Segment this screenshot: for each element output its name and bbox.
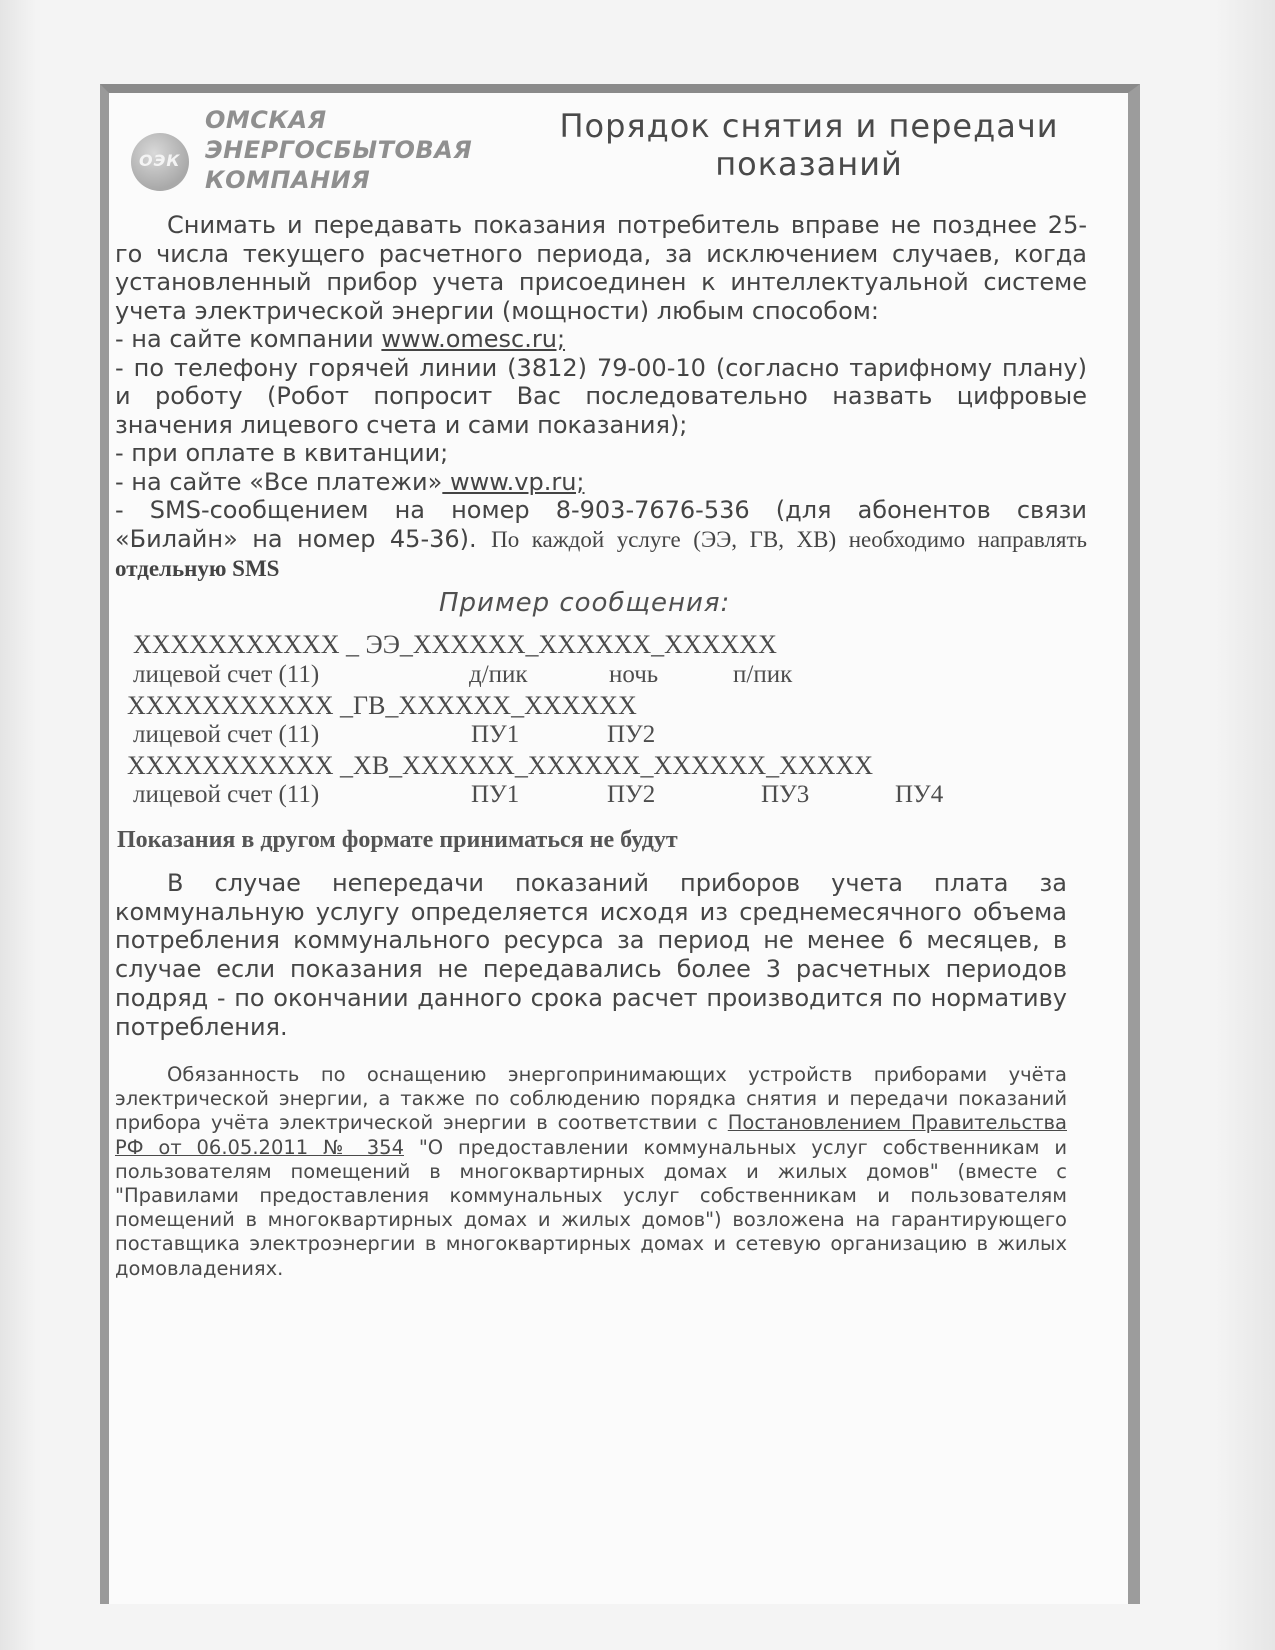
method-vp-prefix: - на сайте «Все платежи» — [115, 467, 443, 496]
method-sms-tail: По каждой услуге (ЭЭ, ГВ, ХВ) необходимо направлять — [491, 526, 1087, 552]
example-xv-col2: ПУ2 — [607, 781, 656, 808]
document-title-line-2: показаний — [715, 145, 903, 183]
example-xv-col4: ПУ4 — [895, 781, 944, 808]
example-ee-account: лицевой счет (11) — [133, 661, 320, 688]
example-gv-col1: ПУ1 — [471, 721, 520, 748]
obligation-paragraph — [115, 1063, 1067, 1281]
regulation-link[interactable]: Постановлением Правительства РФ от 06.05.2011 № 354 — [115, 1111, 1067, 1159]
example-title: Пример сообщения: — [439, 588, 731, 618]
company-logo — [131, 105, 472, 195]
submission-methods-block — [115, 211, 1087, 584]
non-transfer-paragraph: В случае непередачи показаний приборов учета плата за коммунальную услугу определяется исходя из среднемесячного объема потребления коммунального ресурса за период не менее 6 месяцев, в случае если показания не передавались более 3 расчетных периодов подряд - по окончании данного срока расчет производится по нормативу потребления. — [115, 869, 1067, 1041]
obligation-prefix: Обязанность по оснащению энергопринимающих устройств приборами учёта электрической энергии, а также по соблюдению порядка снятия и передачи показаний прибора учёта электрической энергии в соответствии с — [115, 1063, 1067, 1135]
example-ee-col2: ночь — [609, 661, 659, 688]
logo-wordmark — [205, 105, 472, 195]
format-notice: Показания в другом формате приниматься не будут — [117, 827, 678, 853]
obligation-suffix: "О предоставлении коммунальных услуг собственникам и пользователям помещений в многоквартирных домах и жилых домов" (вместе с "Правилами предоставления коммунальных услуг собственникам и пользователям помещений в многоквартирных домах и жилых домов") возложена на гарантирующего поставщика электроэнергии в многоквартирных домах и сетевую организацию в жилых домовладениях. — [115, 1135, 1067, 1280]
method-website-prefix: - на сайте компании — [115, 325, 382, 353]
omesc-link[interactable]: www.omesc.ru; — [381, 325, 566, 353]
example-ee-col1: д/пик — [469, 661, 528, 688]
method-sms-bold: отдельную SMS — [115, 556, 280, 581]
logo-emblem-icon — [131, 133, 189, 191]
scan-edge-left — [0, 0, 36, 1650]
intro-paragraph: Снимать и передавать показания потребитель вправе не позднее 25-го числа текущего расчетного периода, за исключением случаев, когда установленный прибор учета присоединен к интеллектуальной системе учета электрической энергии (мощности) любым способом: — [115, 211, 1087, 325]
method-vp — [115, 468, 1087, 497]
logo-emblem-text: ОЭК — [139, 151, 181, 170]
logo-line-1: ОМСКАЯ — [205, 106, 327, 134]
example-xv-col3: ПУ3 — [761, 781, 810, 808]
example-gv-account: лицевой счет (11) — [133, 721, 320, 748]
logo-line-2: ЭНЕРГОСБЫТОВАЯ — [205, 136, 473, 164]
method-website — [115, 325, 1087, 354]
example-xv-account: лицевой счет (11) — [133, 781, 320, 808]
document-title — [529, 107, 1089, 183]
vp-link[interactable]: www.vp.ru; — [442, 467, 585, 496]
example-gv-line: ХХХХХХХХХХХ _ГВ_ХХХХХХ_ХХХХХХ — [127, 691, 637, 720]
method-sms-text: - SMS-сообщением на номер 8-903-7676-536 (для абонентов связи «Билайн» на номер 45-36). — [115, 496, 1087, 553]
method-receipt: - при оплате в квитанции; — [115, 439, 449, 467]
scan-edge-right — [1215, 0, 1275, 1650]
logo-line-3: КОМПАНИЯ — [205, 166, 371, 194]
example-xv-col1: ПУ1 — [471, 781, 520, 808]
method-phone: - по телефону горячей линии (3812) 79-00-10 (согласно тарифному плану) и роботу (Робот попросит Вас последовательно назвать цифровые значения лицевого счета и сами показания); — [115, 353, 1087, 439]
example-ee-line: ХХХХХХХХХХХ _ ЭЭ_ХХХХХХ_ХХХХХХ_ХХХХХХ — [133, 630, 777, 659]
method-sms — [115, 496, 1087, 584]
document-sheet — [100, 84, 1140, 1604]
example-xv-line: ХХХХХХХХХХХ _ХВ_ХХХХХХ_ХХХХХХ_ХХХХХХ_ХХХХХ — [127, 751, 874, 780]
document-title-line-1: Порядок снятия и передачи — [559, 107, 1059, 145]
example-ee-col3: п/пик — [733, 661, 793, 688]
example-gv-col2: ПУ2 — [607, 721, 656, 748]
